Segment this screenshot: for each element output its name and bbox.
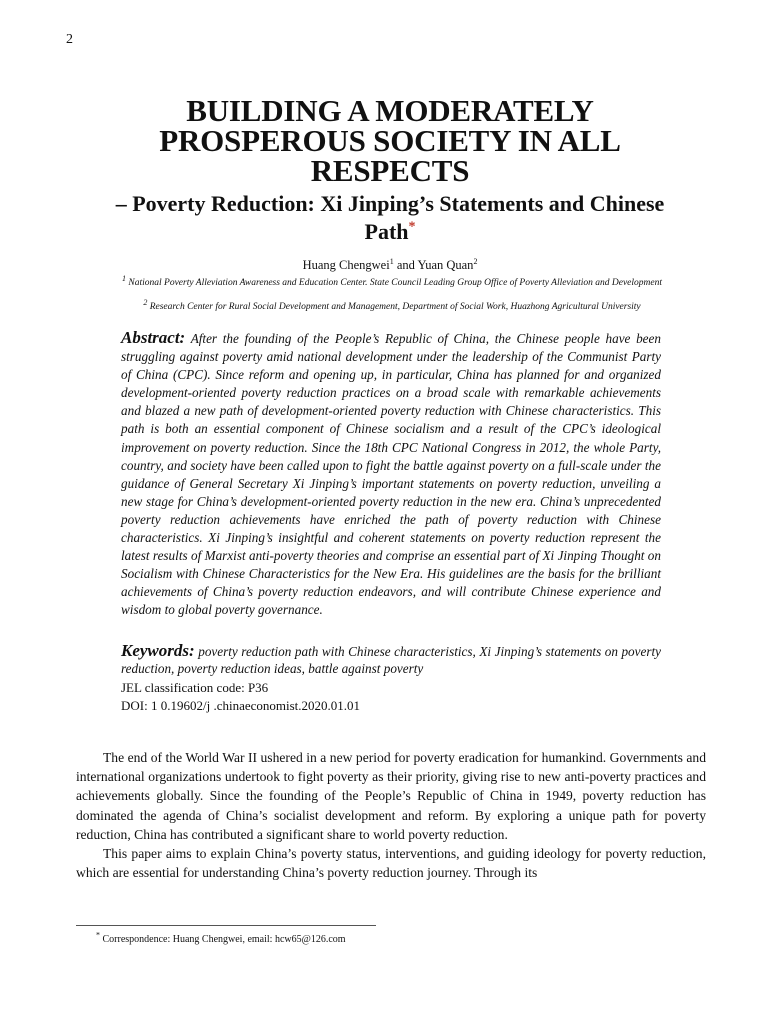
keywords: [121, 642, 661, 677]
body-paragraph: This paper aims to explain China’s poverty status, interventions, and guiding ideology for poverty reduction, which are essential for understanding China’s poverty reduction journey. Through its: [76, 846, 706, 881]
page-number: 2: [66, 32, 73, 47]
jel-code: JEL classification code: P36: [121, 680, 269, 695]
paper-title: BUILDING A MODERATELY PROSPEROUS SOCIETY IN ALL RESPECTS: [159, 93, 621, 188]
author-joiner: and: [393, 258, 418, 272]
author-line: [100, 258, 680, 273]
abstract-label: Abstract:: [121, 328, 186, 347]
author-name: Huang Chengwei: [302, 258, 390, 272]
keywords-label: Keywords:: [121, 641, 195, 660]
author-name: Yuan Quan: [417, 258, 474, 272]
footnote-text: Correspondence: Huang Chengwei, email: hcw65@126.com: [102, 934, 346, 945]
body-paragraph: The end of the World War II ushered in a new period for poverty eradication for humankind. Governments and international organizations undertook to fight poverty as their priority, giving rise to new anti-poverty practices and achievements globally. Since the founding of the People’s Republic of China in 1949, poverty reduction has dominated the agenda of China’s socialist development and reform. By exploring a unique path for poverty reduction, China has contributed a significant share to world poverty reduction.: [76, 750, 706, 842]
footnote: [96, 930, 346, 945]
body-text: [76, 748, 706, 882]
author-affiliation-number: 1: [389, 256, 394, 266]
keywords-text: poverty reduction path with Chinese characteristics, Xi Jinping’s statements on poverty reduction, poverty reduction ideas, battle against poverty: [121, 644, 662, 676]
affiliation-text: National Poverty Alleviation Awareness and Education Center. State Council Leading Group Office of Poverty Alleviation and Development: [128, 278, 662, 288]
doi: DOI: 1 0.19602/j .chinaeconomist.2020.01.01: [121, 698, 361, 713]
footnote-separator: [76, 925, 376, 926]
subtitle-text: – Poverty Reduction: Xi Jinping’s Statements and Chinese Path: [115, 191, 665, 244]
affiliation: [118, 297, 666, 313]
affiliation-text: Research Center for Rural Social Development and Management, Department of Social Work, Huazhong Agricultural University: [149, 302, 641, 312]
author-affiliation-number: 2: [473, 256, 478, 266]
affiliation-number: 2: [143, 297, 148, 307]
footnote-marker: *: [96, 930, 100, 940]
footnote-marker: *: [408, 219, 416, 235]
paper-subtitle: [100, 190, 680, 246]
affiliation: [118, 273, 666, 289]
abstract: [121, 329, 661, 620]
abstract-text: After the founding of the People’s Republic of China, the Chinese people have been struggling against poverty amid national development under the leadership of the Communist Party of China (CPC). Since reform and opening up, in particular, China has planned for and organized development-oriented poverty reduction practices on a broad scale with remarkable achievements and blazed a new path of development-oriented poverty reduction with Chinese characteristics. This path is both an essential component of Chinese socialism and a result of the CPC’s ideological improvement on poverty reduction. Since the 18th CPC National Congress in 2012, the whole Party, country, and society have been called upon to fight the battle against poverty on a full-scale under the guidance of General Secretary Xi Jinping’s important statements on poverty reduction, unveiling a new stage for China’s development-oriented poverty reduction in the new era. China’s unprecedented poverty reduction achievements have enriched the path of poverty reduction with Chinese characteristics. Xi Jinping’s insightful and coherent statements on poverty reduction represent the latest results of Marxist anti-poverty theories and comprise an essential part of Xi Jinping Thought on Socialism with Chinese Characteristics for the New Era. His guidelines are the basis for the brilliant achievements of China’s poverty reduction endeavors, and will contribute Chinese experience and wisdom to global poverty governance.: [121, 331, 661, 618]
affiliation-number: 1: [122, 273, 127, 283]
